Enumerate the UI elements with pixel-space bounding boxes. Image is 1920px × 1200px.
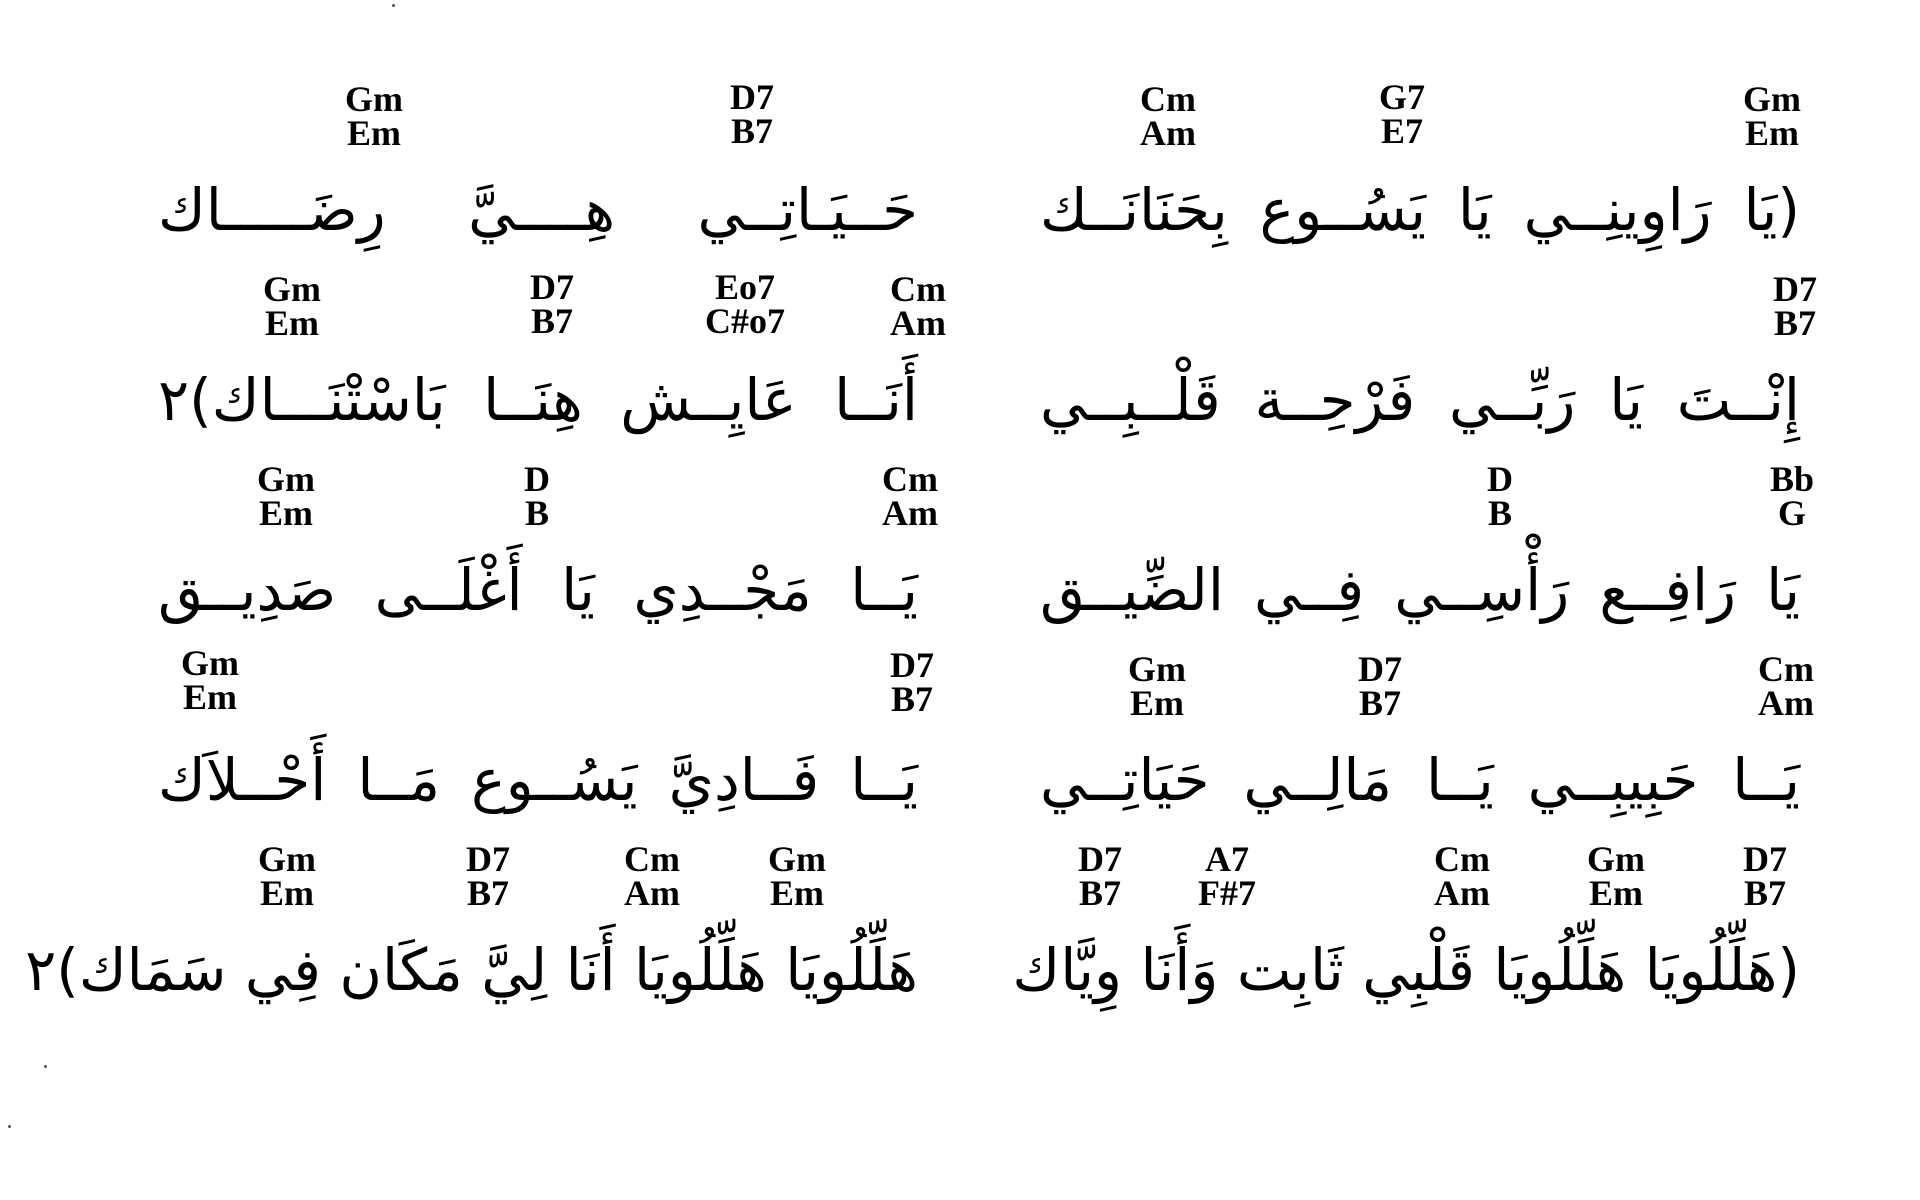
lyric-line-left-r1: حَــيَـاتِــي هِــــيَّ رِضَـــــاك bbox=[158, 176, 918, 244]
chord-name: Gm bbox=[768, 839, 826, 879]
chord-name: Gm bbox=[1128, 649, 1186, 689]
chord-left-r4-2 bbox=[155, 643, 265, 717]
chord-name: Cm bbox=[890, 269, 946, 309]
alternate-chord-name: Em bbox=[347, 113, 401, 153]
chord-name: D bbox=[524, 459, 550, 499]
chord-name: Cm bbox=[1140, 79, 1196, 119]
scan-speck bbox=[44, 1065, 47, 1068]
alternate-chord-name: B bbox=[524, 493, 549, 533]
chord-name: D7 bbox=[1773, 269, 1817, 309]
chord-right-r5-4 bbox=[1172, 839, 1282, 913]
chord-left-r5-4 bbox=[232, 839, 342, 913]
lyric-line-right-r2: إِنْــتَ يَا رَبِّــي فَرْحِــة قَلْــبِــي bbox=[1040, 366, 1800, 434]
lyric-line-right-r5: (هَلِّلُويَا هَلِّلُويَا قَلْبِي ثَابِت وَأَنَا وِيَّاك bbox=[1012, 936, 1800, 1004]
alternate-chord-name: B7 bbox=[1773, 303, 1816, 343]
chord-right-r5-3 bbox=[1407, 839, 1517, 913]
chord-right-r4-1 bbox=[1731, 649, 1841, 723]
chord-left-r3-1 bbox=[855, 459, 965, 533]
chord-right-r1-1 bbox=[1717, 79, 1827, 153]
alternate-chord-name: Em bbox=[1589, 873, 1643, 913]
chord-name: Gm bbox=[257, 459, 315, 499]
chord-name: Gm bbox=[345, 79, 403, 119]
lyric-line-left-r3: يَــا مَجْــدِي يَا أَغْلَــى صَدِيــق bbox=[158, 556, 918, 624]
chord-left-r2-3 bbox=[497, 267, 607, 341]
chord-name: D7 bbox=[530, 267, 574, 307]
chord-name: Gm bbox=[263, 269, 321, 309]
chord-name: Gm bbox=[258, 839, 316, 879]
alternate-chord-name: F#7 bbox=[1198, 873, 1256, 913]
chord-name: Bb bbox=[1769, 459, 1815, 499]
chord-name: Gm bbox=[181, 643, 239, 683]
chord-name: D7 bbox=[1743, 839, 1787, 879]
chord-right-r2-1 bbox=[1740, 269, 1850, 343]
chord-right-r3-2 bbox=[1445, 459, 1555, 533]
alternate-chord-name: Em bbox=[183, 677, 237, 717]
chord-name: D7 bbox=[466, 839, 510, 879]
chord-name: D7 bbox=[1358, 649, 1402, 689]
chord-right-r5-1 bbox=[1710, 839, 1820, 913]
alternate-chord-name: Em bbox=[265, 303, 319, 343]
chord-right-r5-5 bbox=[1045, 839, 1155, 913]
lyric-line-left-r5: هَلِّلُويَا هَلِّلُويَا أَنَا لِيَّ مَكَان فِي سَمَاك)٢ bbox=[25, 936, 918, 1004]
alternate-chord-name: B7 bbox=[730, 111, 773, 151]
alternate-chord-name: Em bbox=[260, 873, 314, 913]
chord-name: D7 bbox=[730, 77, 774, 117]
alternate-chord-name: B7 bbox=[1078, 873, 1121, 913]
chord-name: Cm bbox=[1758, 649, 1814, 689]
chord-right-r5-2 bbox=[1561, 839, 1671, 913]
chord-left-r1-1 bbox=[697, 77, 807, 151]
scan-speck bbox=[1533, 538, 1536, 541]
chord-name: Cm bbox=[882, 459, 938, 499]
alternate-chord-name: Am bbox=[1140, 113, 1196, 153]
scan-speck bbox=[392, 4, 395, 7]
alternate-chord-name: Em bbox=[1130, 683, 1184, 723]
chord-right-r4-3 bbox=[1102, 649, 1212, 723]
scan-speck bbox=[8, 1125, 11, 1128]
lyric-line-right-r4: يَــا حَبِيبِــي يَــا مَالِــي حَيَاتِــي bbox=[1040, 746, 1800, 814]
alternate-chord-name: B bbox=[1487, 493, 1512, 533]
alternate-chord-name: Em bbox=[1745, 113, 1799, 153]
alternate-chord-name: Em bbox=[259, 493, 313, 533]
chord-left-r1-2 bbox=[319, 79, 429, 153]
chord-name: Cm bbox=[1434, 839, 1490, 879]
chord-name: G7 bbox=[1378, 77, 1425, 117]
alternate-chord-name: Am bbox=[1434, 873, 1490, 913]
chord-name: D7 bbox=[1078, 839, 1122, 879]
chord-left-r2-1 bbox=[863, 269, 973, 343]
alternate-chord-name: B7 bbox=[530, 301, 573, 341]
lyric-line-right-r3: يَا رَافِــع رَأْسِــي فِــي الضِّيــق bbox=[1040, 556, 1800, 624]
chord-right-r1-2 bbox=[1347, 77, 1457, 151]
chord-right-r3-1 bbox=[1737, 459, 1847, 533]
chord-name: D bbox=[1487, 459, 1513, 499]
alternate-chord-name: B7 bbox=[1358, 683, 1401, 723]
chord-name: Gm bbox=[1743, 79, 1801, 119]
chord-left-r2-2 bbox=[690, 267, 800, 341]
alternate-chord-name: G bbox=[1777, 493, 1806, 533]
alternate-chord-name: Am bbox=[624, 873, 680, 913]
chord-left-r3-2 bbox=[482, 459, 592, 533]
chord-right-r4-2 bbox=[1325, 649, 1435, 723]
alternate-chord-name: B7 bbox=[1743, 873, 1786, 913]
lyric-line-left-r4: يَــا فَــادِيَّ يَسُــوع مَــا أَحْــلاَك bbox=[158, 746, 918, 814]
chord-name: A7 bbox=[1205, 839, 1249, 879]
lyric-line-right-r1: (يَا رَاوِينِــي يَا يَسُــوع بِحَنَانَــك bbox=[1040, 176, 1800, 244]
alternate-chord-name: Em bbox=[770, 873, 824, 913]
chord-left-r2-4 bbox=[237, 269, 347, 343]
chord-name: Cm bbox=[624, 839, 680, 879]
chord-name: Gm bbox=[1587, 839, 1645, 879]
alternate-chord-name: Am bbox=[1758, 683, 1814, 723]
lyric-line-left-r2: أَنَــا عَايِــش هِنَــا بَاسْتْنَـــاك)٢ bbox=[158, 366, 918, 434]
chord-left-r5-1 bbox=[742, 839, 852, 913]
chord-name: D7 bbox=[890, 645, 934, 685]
chord-left-r3-3 bbox=[231, 459, 341, 533]
chord-left-r4-1 bbox=[857, 645, 967, 719]
chord-name: Eo7 bbox=[714, 267, 775, 307]
alternate-chord-name: E7 bbox=[1380, 111, 1423, 151]
alternate-chord-name: C#o7 bbox=[705, 301, 785, 341]
alternate-chord-name: Am bbox=[882, 493, 938, 533]
alternate-chord-name: B7 bbox=[466, 873, 509, 913]
chord-right-r1-3 bbox=[1113, 79, 1223, 153]
chord-left-r5-3 bbox=[433, 839, 543, 913]
chord-left-r5-2 bbox=[597, 839, 707, 913]
alternate-chord-name: Am bbox=[890, 303, 946, 343]
alternate-chord-name: B7 bbox=[890, 679, 933, 719]
